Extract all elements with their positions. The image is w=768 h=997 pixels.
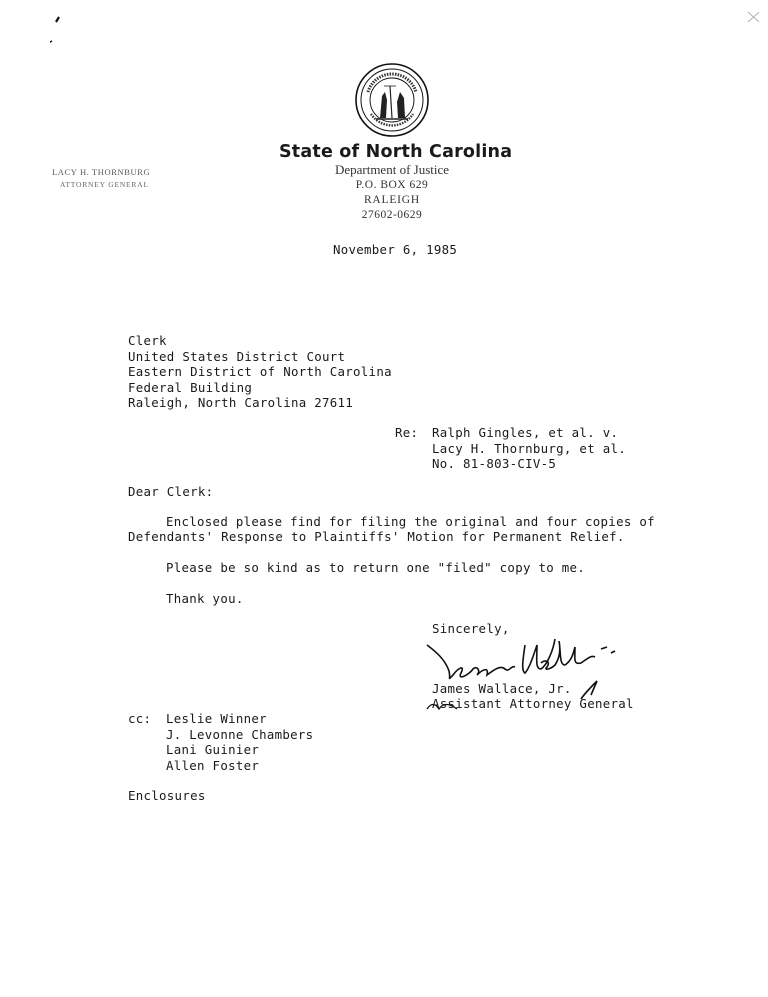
re-case bbox=[432, 425, 626, 472]
recipient-line: Eastern District of North Carolina bbox=[128, 364, 392, 379]
enclosures-note: Enclosures bbox=[128, 788, 206, 803]
cc-name: Lani Guinier bbox=[166, 742, 260, 757]
cc-list bbox=[166, 711, 313, 773]
body-paragraph-1-line-2: Defendants' Response to Plaintiffs' Motion for Permanent Relief. bbox=[128, 529, 625, 544]
letter-date: November 6, 1985 bbox=[333, 242, 458, 257]
department-name: Department of Justice bbox=[334, 162, 450, 177]
recipient-line: Federal Building bbox=[128, 379, 253, 395]
state-seal-icon bbox=[354, 62, 430, 138]
recipient-address bbox=[128, 333, 392, 411]
body-paragraph-1-line-1: Enclosed please find for filing the original and four copies of bbox=[166, 514, 655, 529]
recipient-line: United States District Court bbox=[128, 348, 346, 364]
body-paragraph-3: Thank you. bbox=[166, 591, 244, 606]
state-name: State of North Carolina bbox=[279, 142, 513, 162]
scan-mark-top-left bbox=[50, 14, 70, 54]
recipient-line: Raleigh, North Carolina 27611 bbox=[128, 395, 354, 410]
city: RALEIGH bbox=[363, 194, 421, 206]
cc-label: cc: bbox=[128, 711, 152, 726]
body-paragraph-2: Please be so kind as to return one "filed" copy to me. bbox=[166, 560, 586, 575]
signer-title: Assistant Attorney General bbox=[432, 696, 634, 711]
salutation: Dear Clerk: bbox=[128, 484, 214, 499]
re-label: Re: bbox=[395, 425, 419, 440]
cc-name: Allen Foster bbox=[166, 757, 260, 773]
zip-code: 27602-0629 bbox=[361, 209, 423, 221]
re-line: Ralph Gingles, et al. v. bbox=[432, 425, 619, 440]
re-line: Lacy H. Thornburg, et al. bbox=[432, 440, 626, 456]
attorney-general-name: LACY H. THORNBURG bbox=[52, 167, 151, 177]
signer-name: James Wallace, Jr. bbox=[432, 681, 572, 696]
scan-mark-top-right bbox=[746, 10, 762, 24]
cc-name: J. Levonne Chambers bbox=[166, 726, 314, 742]
cc-name: Leslie Winner bbox=[166, 711, 267, 726]
attorney-general-title: ATTORNEY GENERAL bbox=[60, 180, 149, 189]
re-line: No. 81-803-CIV-5 bbox=[432, 456, 557, 471]
recipient-line: Clerk bbox=[128, 333, 167, 348]
closing: Sincerely, bbox=[432, 621, 510, 636]
po-box: P.O. BOX 629 bbox=[355, 179, 429, 191]
